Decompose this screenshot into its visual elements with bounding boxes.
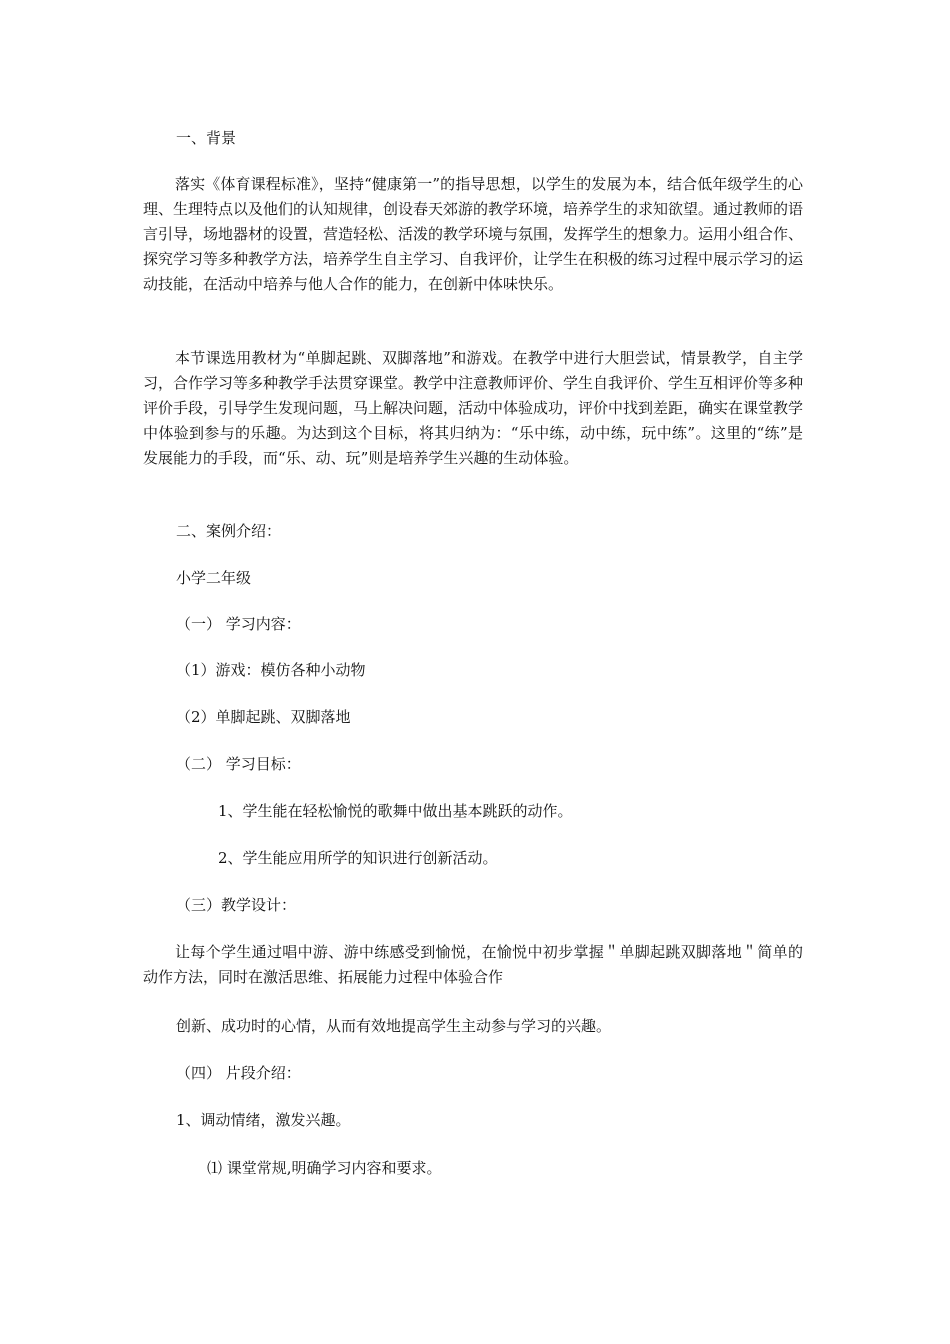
learning-content-item-1: （1）游戏：模仿各种小动物 xyxy=(176,661,366,679)
grade-label: 小学二年级 xyxy=(176,569,252,587)
teaching-design-heading: （三）教学设计： xyxy=(176,896,297,914)
learning-goal-1: 1、学生能在轻松愉悦的歌舞中做出基本跳跃的动作。 xyxy=(218,802,573,820)
teaching-design-paragraph: 让每个学生通过唱中游、游中练感受到愉悦，在愉悦中初步掌握＂单脚起跳双脚落地＂简单的动作方法，同时在激活思维、拓展能力过程中体验合作 xyxy=(143,943,803,986)
section1-title: 一、背景 xyxy=(176,129,237,147)
teaching-design-continuation: 创新、成功时的心情，从而有效地提高学生主动参与学习的兴趣。 xyxy=(176,1017,612,1035)
learning-goal-2: 2、学生能应用所学的知识进行创新活动。 xyxy=(218,849,498,867)
learning-content-heading: （一） 学习内容： xyxy=(176,615,301,633)
segment-step-1-sub-1: ⑴ 课堂常规,明确学习内容和要求。 xyxy=(207,1159,442,1177)
section1-paragraph-1: 落实《体育课程标准》，坚持“健康第一”的指导思想，以学生的发展为本，结合低年级学生的心理、生理特点以及他们的认知规律，创设春天郊游的教学环境，培养学生的求知欲望。通过教师的语言引导，场地器材的设置，营造轻松、活泼的教学环境与氛围，发挥学生的想象力。运用小组合作、探究学习等多种教学方法，培养学生自主学习、自我评价，让学生在积极的练习过程中展示学习的运动技能，在活动中培养与他人合作的能力，在创新中体味快乐。 xyxy=(143,175,804,293)
section1-paragraph-2: 本节课选用教材为“单脚起跳、双脚落地”和游戏。在教学中进行大胆尝试，情景教学，自主学习，合作学习等多种教学手法贯穿课堂。教学中注意教师评价、学生自我评价、学生互相评价等多种评价手段，引导学生发现问题，马上解决问题，活动中体验成功，评价中找到差距，确实在课堂教学中体验到参与的乐趣。为达到这个目标，将其归纳为：“乐中练，动中练，玩中练”。这里的“练”是发展能力的手段，而“乐、动、玩”则是培养学生兴趣的生动体验。 xyxy=(143,349,804,467)
segment-step-1: 1、调动情绪，激发兴趣。 xyxy=(176,1111,351,1129)
learning-content-item-2: （2）单脚起跳、双脚落地 xyxy=(176,708,351,726)
learning-goals-heading: （二） 学习目标： xyxy=(176,755,301,773)
section2-title: 二、案例介绍： xyxy=(176,522,282,540)
segment-intro-heading: （四） 片段介绍： xyxy=(176,1064,301,1082)
